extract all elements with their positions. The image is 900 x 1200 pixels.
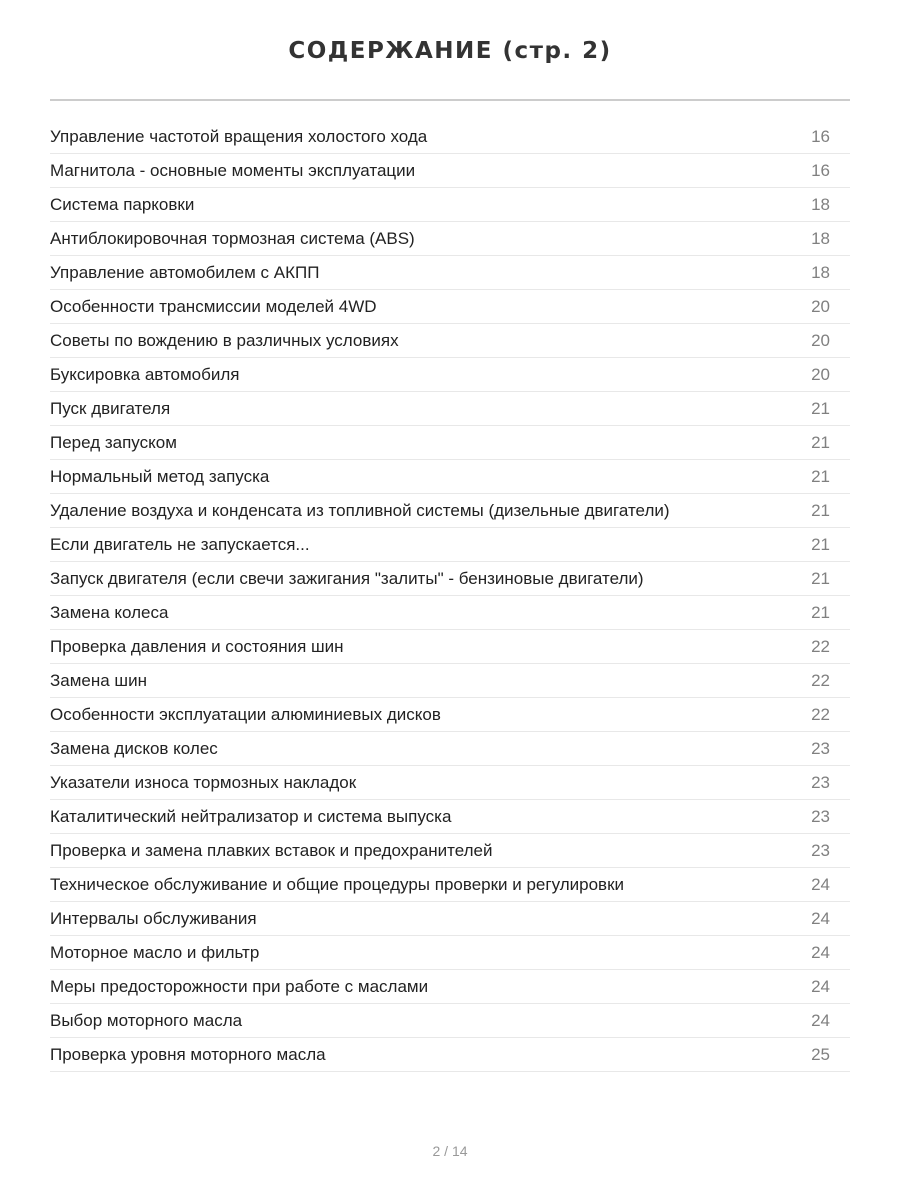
page-title: СОДЕРЖАНИЕ (стр. 2) <box>288 38 612 64</box>
toc-entry[interactable] <box>50 732 850 766</box>
toc-entry-page-number: 21 <box>811 398 830 418</box>
toc-entry-title: Интервалы обслуживания <box>50 908 257 928</box>
toc-entry[interactable] <box>50 902 850 936</box>
toc-entry-page-number: 25 <box>811 1044 830 1064</box>
toc-entry[interactable] <box>50 868 850 902</box>
toc-entry[interactable] <box>50 188 850 222</box>
toc-entry[interactable] <box>50 834 850 868</box>
toc-entry-page-number: 23 <box>811 738 830 758</box>
toc-entry-page-number: 24 <box>811 942 830 962</box>
toc-entry-page-number: 21 <box>811 602 830 622</box>
toc-entry-page-number: 23 <box>811 772 830 792</box>
toc-entry[interactable] <box>50 800 850 834</box>
toc-entry[interactable] <box>50 392 850 426</box>
toc-entry-page-number: 21 <box>811 500 830 520</box>
toc-entry-page-number: 23 <box>811 806 830 826</box>
toc-entry-page-number: 18 <box>811 228 830 248</box>
toc-entry-title: Каталитический нейтрализатор и система выпуска <box>50 806 452 826</box>
toc-entry-title: Запуск двигателя (если свечи зажигания "залиты" - бензиновые двигатели) <box>50 568 644 588</box>
toc-entry[interactable] <box>50 154 850 188</box>
toc-entry-page-number: 20 <box>811 364 830 384</box>
toc-entry-title: Особенности эксплуатации алюминиевых дисков <box>50 704 441 724</box>
toc-entry-title: Управление частотой вращения холостого хода <box>50 126 428 146</box>
toc-entry[interactable] <box>50 222 850 256</box>
toc-entry-title: Проверка уровня моторного масла <box>50 1044 326 1064</box>
toc-entry[interactable] <box>50 358 850 392</box>
toc-entry-title: Особенности трансмиссии моделей 4WD <box>50 296 377 316</box>
toc-entry-page-number: 23 <box>811 840 830 860</box>
toc-entry-title: Замена колеса <box>50 602 169 622</box>
toc-entry[interactable] <box>50 596 850 630</box>
toc-entry-page-number: 22 <box>811 704 830 724</box>
toc-entry-title: Проверка и замена плавких вставок и предохранителей <box>50 840 493 860</box>
toc-entry-title: Техническое обслуживание и общие процедуры проверки и регулировки <box>50 874 625 894</box>
toc-entry-title: Моторное масло и фильтр <box>50 942 260 962</box>
toc-entry-page-number: 24 <box>811 1010 830 1030</box>
toc-entry-title: Указатели износа тормозных накладок <box>50 772 357 792</box>
toc-entry-page-number: 18 <box>811 262 830 282</box>
toc-entry-title: Выбор моторного масла <box>50 1010 243 1030</box>
table-of-contents <box>50 120 850 1072</box>
toc-entry[interactable] <box>50 528 850 562</box>
toc-entry[interactable] <box>50 970 850 1004</box>
page-number: 2 / 14 <box>432 1143 468 1159</box>
toc-entry-page-number: 21 <box>811 534 830 554</box>
toc-entry[interactable] <box>50 290 850 324</box>
toc-entry-page-number: 16 <box>811 160 830 180</box>
toc-entry[interactable] <box>50 698 850 732</box>
toc-entry-title: Меры предосторожности при работе с маслами <box>50 976 429 996</box>
toc-entry-title: Если двигатель не запускается... <box>50 534 310 554</box>
toc-entry-page-number: 18 <box>811 194 830 214</box>
toc-entry-page-number: 20 <box>811 330 830 350</box>
toc-entry[interactable] <box>50 324 850 358</box>
toc-entry[interactable] <box>50 562 850 596</box>
toc-entry[interactable] <box>50 256 850 290</box>
toc-entry-page-number: 21 <box>811 568 830 588</box>
title-divider <box>50 99 850 101</box>
toc-entry[interactable] <box>50 766 850 800</box>
toc-entry-title: Удаление воздуха и конденсата из топливной системы (дизельные двигатели) <box>50 500 670 520</box>
toc-entry-page-number: 22 <box>811 670 830 690</box>
toc-entry[interactable] <box>50 426 850 460</box>
toc-entry-page-number: 24 <box>811 976 830 996</box>
toc-entry-page-number: 20 <box>811 296 830 316</box>
toc-entry-title: Замена дисков колес <box>50 738 218 758</box>
toc-entry[interactable] <box>50 494 850 528</box>
toc-entry-page-number: 16 <box>811 126 830 146</box>
toc-entry-title: Магнитола - основные моменты эксплуатации <box>50 160 416 180</box>
toc-entry-title: Советы по вождению в различных условиях <box>50 330 399 350</box>
toc-entry-page-number: 22 <box>811 636 830 656</box>
toc-entry[interactable] <box>50 936 850 970</box>
toc-entry-title: Управление автомобилем с АКПП <box>50 262 320 282</box>
toc-entry[interactable] <box>50 460 850 494</box>
toc-entry-title: Проверка давления и состояния шин <box>50 636 344 656</box>
toc-entry[interactable] <box>50 630 850 664</box>
toc-entry-page-number: 21 <box>811 432 830 452</box>
toc-entry[interactable] <box>50 1038 850 1072</box>
toc-entry-page-number: 24 <box>811 908 830 928</box>
toc-entry-title: Замена шин <box>50 670 147 690</box>
toc-entry[interactable] <box>50 1004 850 1038</box>
toc-entry-title: Буксировка автомобиля <box>50 364 240 384</box>
toc-entry-title: Пуск двигателя <box>50 398 171 418</box>
toc-entry-title: Система парковки <box>50 194 195 214</box>
toc-entry-page-number: 24 <box>811 874 830 894</box>
toc-entry-title: Нормальный метод запуска <box>50 466 270 486</box>
toc-entry[interactable] <box>50 120 850 154</box>
toc-entry-title: Антиблокировочная тормозная система (ABS) <box>50 228 415 248</box>
toc-entry-title: Перед запуском <box>50 432 177 452</box>
toc-entry[interactable] <box>50 664 850 698</box>
toc-entry-page-number: 21 <box>811 466 830 486</box>
